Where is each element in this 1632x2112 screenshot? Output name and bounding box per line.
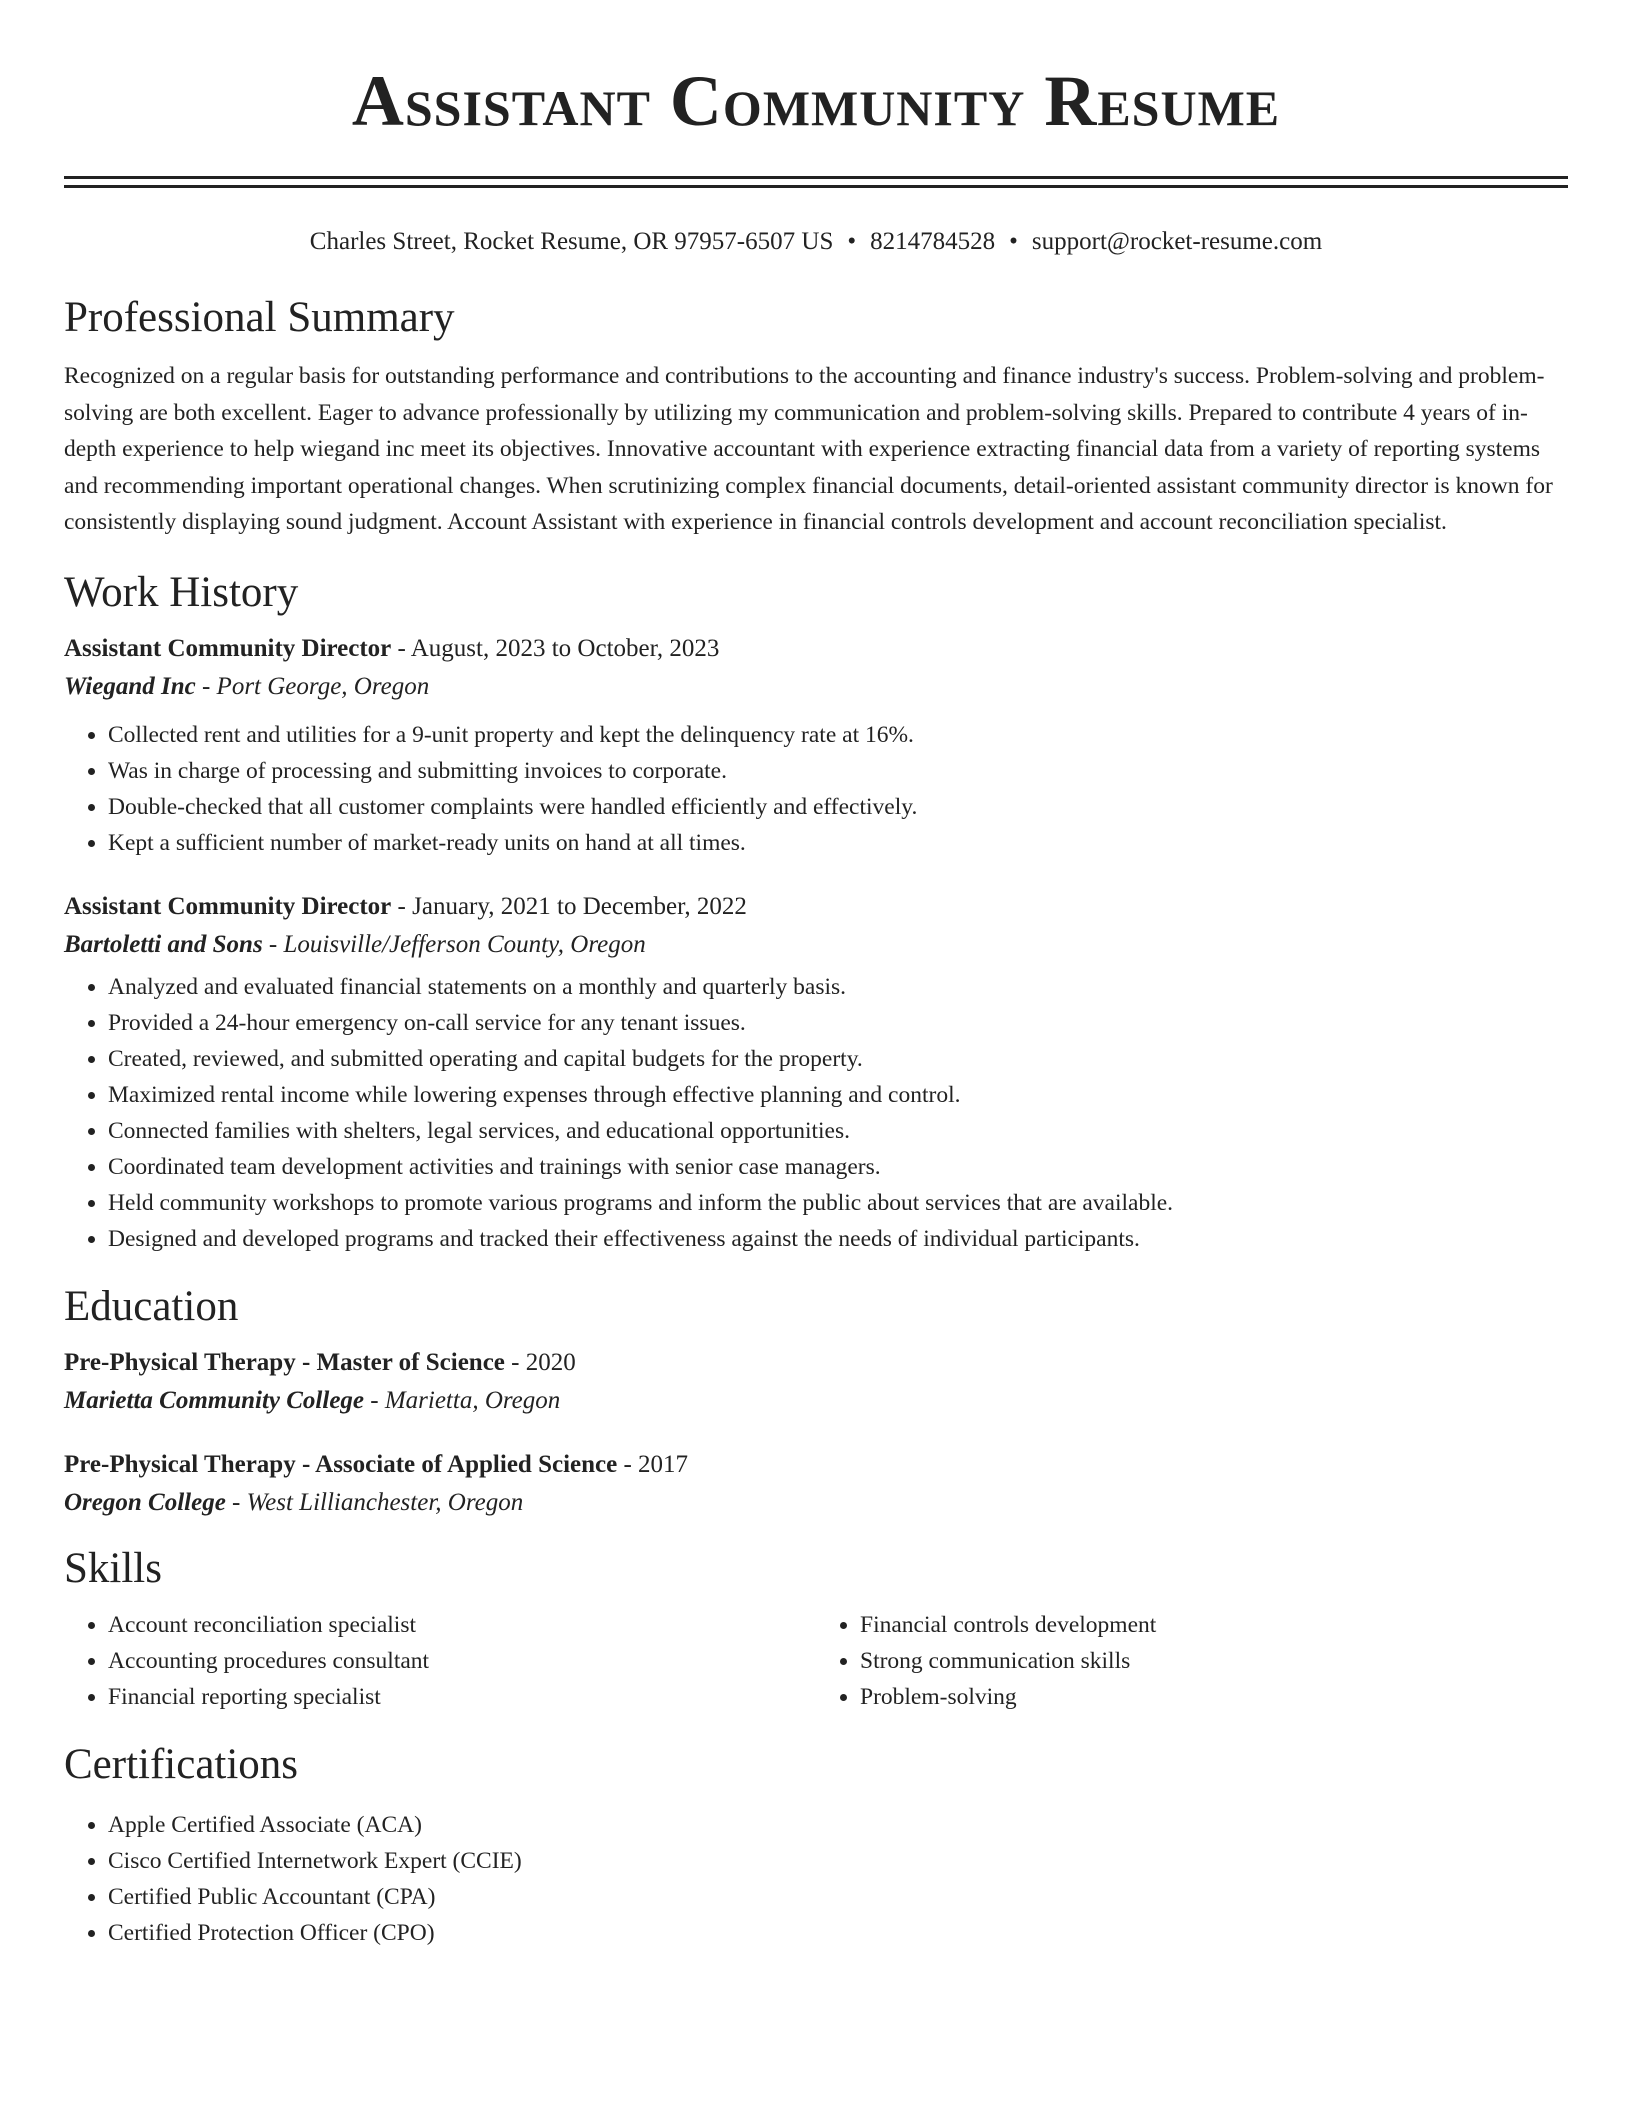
skill-item: • Problem-solving xyxy=(860,1679,1568,1715)
education-school: Oregon College xyxy=(64,1488,226,1516)
education-entry xyxy=(64,1449,1568,1519)
list-item: • Held community workshops to promote various programs and inform the public about services that are available. xyxy=(108,1185,1568,1221)
education-school-line xyxy=(64,1385,1568,1417)
contact-line xyxy=(64,226,1568,258)
job-location: - Port George, Oregon xyxy=(195,672,430,700)
education-degree: Pre-Physical Therapy - Master of Science xyxy=(64,1348,505,1376)
skill-item: • Financial reporting specialist xyxy=(108,1679,816,1715)
list-item: • Collected rent and utilities for a 9-unit property and kept the delinquency rate at 16%. xyxy=(108,717,1568,753)
contact-separator: • xyxy=(1009,228,1018,255)
summary-heading: Professional Summary xyxy=(64,294,455,341)
job-company-line xyxy=(64,671,1568,703)
skill-item: • Financial controls development xyxy=(860,1607,1568,1643)
education-degree: Pre-Physical Therapy - Associate of Applied Science xyxy=(64,1450,618,1478)
title-divider-bottom xyxy=(64,185,1568,188)
job-title: Assistant Community Director xyxy=(64,634,392,662)
job-entry xyxy=(64,633,1568,861)
list-item: • Created, reviewed, and submitted operating and capital budgets for the property. xyxy=(108,1041,1568,1077)
skills-column-right xyxy=(816,1607,1568,1715)
education-year: - 2020 xyxy=(504,1348,576,1376)
education-heading: Education xyxy=(64,1282,239,1330)
contact-address: Charles Street, Rocket Resume, OR 97957-6507 US xyxy=(309,228,834,255)
education-degree-line xyxy=(64,1449,1568,1481)
education-entry xyxy=(64,1347,1568,1417)
certifications-heading: Certifications xyxy=(64,1740,299,1788)
skill-item: • Strong communication skills xyxy=(860,1643,1568,1679)
education-year: - 2017 xyxy=(617,1450,689,1478)
certification-item: • Certified Protection Officer (CPO) xyxy=(108,1915,1568,1951)
resume-title: Assistant Community Resume xyxy=(351,61,1281,141)
education-degree-line xyxy=(64,1347,1568,1379)
skills-list xyxy=(64,1607,1568,1715)
job-company-line xyxy=(64,929,1568,961)
job-dates: - January, 2021 to December, 2022 xyxy=(391,892,747,920)
job-bullets xyxy=(64,717,1568,861)
summary-text: Recognized on a regular basis for outstanding performance and contributions to the accounting and finance industry's success. Problem-solving and problem-solving are both excellent. Eager to advance professionally by utilizing my communication and problem-solving skills. Prepared to contribute 4 years of in-depth experience to help wiegand inc meet its objectives. Innovative accountant with experience extracting financial data from a variety of reporting systems and recommending important operational changes. When scrutinizing complex financial documents, detail-oriented assistant community director is known for consistently displaying sound judgment. Account Assistant with experience in financial controls development and account reconciliation specialist. xyxy=(64,363,1553,535)
certification-item: • Certified Public Accountant (CPA) xyxy=(108,1879,1568,1915)
education-location: - West Lillianchester, Oregon xyxy=(225,1488,524,1516)
list-item: • Maximized rental income while lowering expenses through effective planning and control. xyxy=(108,1077,1568,1113)
list-item: • Analyzed and evaluated financial statements on a monthly and quarterly basis. xyxy=(108,969,1568,1005)
job-header xyxy=(64,891,1568,923)
list-item: • Provided a 24-hour emergency on-call service for any tenant issues. xyxy=(108,1005,1568,1041)
contact-separator: • xyxy=(847,228,857,255)
skill-item: • Accounting procedures consultant xyxy=(108,1643,816,1679)
list-item: • Double-checked that all customer complaints were handled efficiently and effectively. xyxy=(108,789,1568,825)
job-company: Wiegand Inc xyxy=(64,672,196,700)
skills-column-left xyxy=(64,1607,816,1715)
list-item: • Was in charge of processing and submitting invoices to corporate. xyxy=(108,753,1568,789)
certifications-list xyxy=(64,1807,1568,1951)
list-item: • Designed and developed programs and tracked their effectiveness against the needs of individual participants. xyxy=(108,1221,1568,1257)
job-header xyxy=(64,633,1568,665)
work-history-heading: Work History xyxy=(64,568,299,616)
job-location: - Louisville/Jefferson County, Oregon xyxy=(262,930,646,958)
list-item: • Coordinated team development activities and trainings with senior case managers. xyxy=(108,1149,1568,1185)
job-title: Assistant Community Director xyxy=(64,892,392,920)
list-item: • Kept a sufficient number of market-ready units on hand at all times. xyxy=(108,825,1568,861)
certification-item: • Cisco Certified Internetwork Expert (CCIE) xyxy=(108,1843,1568,1879)
contact-phone: 8214784528 xyxy=(870,228,996,255)
job-company: Bartoletti and Sons xyxy=(64,930,263,958)
education-school: Marietta Community College xyxy=(64,1386,365,1414)
skill-item: • Account reconciliation specialist xyxy=(108,1607,816,1643)
education-location: - Marietta, Oregon xyxy=(364,1386,561,1414)
skills-heading: Skills xyxy=(64,1544,162,1592)
job-dates: - August, 2023 to October, 2023 xyxy=(391,634,720,662)
job-entry xyxy=(64,891,1568,1257)
job-bullets xyxy=(64,969,1568,1257)
contact-email: support@rocket-resume.com xyxy=(1031,228,1323,255)
certification-item: • Apple Certified Associate (ACA) xyxy=(108,1807,1568,1843)
education-school-line xyxy=(64,1487,1568,1519)
list-item: • Connected families with shelters, legal services, and educational opportunities. xyxy=(108,1113,1568,1149)
title-divider-top xyxy=(64,176,1568,179)
